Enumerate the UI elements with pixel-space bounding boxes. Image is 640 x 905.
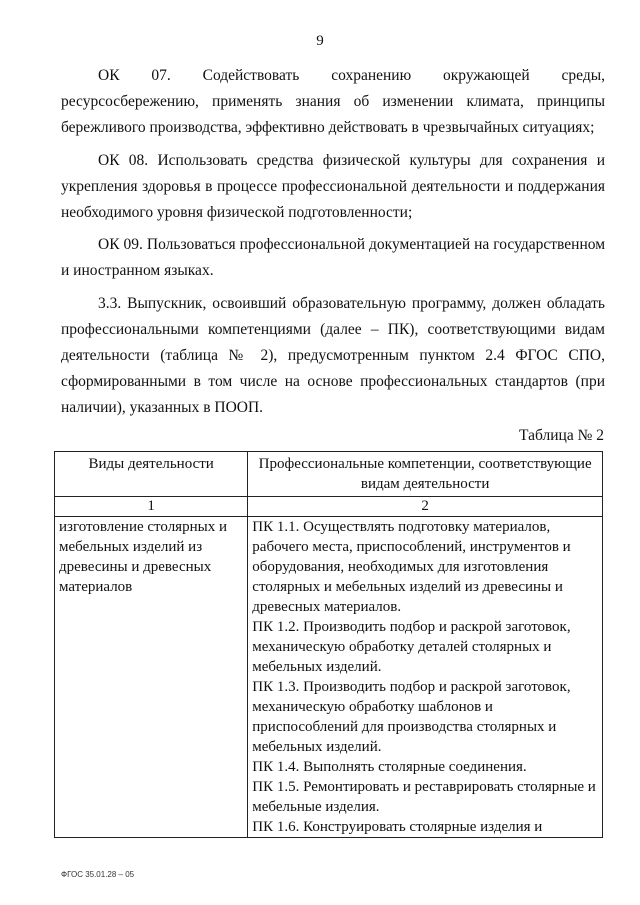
column-number-1: 1: [55, 497, 248, 517]
competencies-cell: [248, 517, 603, 838]
table-caption: Таблица № 2: [519, 427, 604, 444]
competency-pk-1-4: ПК 1.4. Выполнять столярные соединения.: [252, 759, 527, 775]
competency-pk-1-6: ПК 1.6. Конструировать столярные изделия и: [252, 819, 543, 835]
paragraph-3-3: 3.3. Выпускник, освоивший образовательную программу, должен обладать профессиональными компетенциями (далее – ПК), соответствующими видам деятельности (таблица № 2), предусмотренным пунктом 2.4 ФГОС СПО, сформированными в том числе на основе профессиональных стандартов (при наличии), указанных в ПООП.: [61, 294, 605, 417]
column-number-2: 2: [248, 497, 603, 517]
header-activity-types: Виды деятельности: [55, 452, 248, 497]
competency-pk-1-1: ПК 1.1. Осуществлять подготовку материалов, рабочего места, приспособлений, инструментов и оборудования, необходимых для изготовления столярных и мебельных изделий из древесины и древесных материалов.: [252, 519, 571, 615]
competency-pk-1-5: ПК 1.5. Ремонтировать и реставрировать столярные и мебельные изделия.: [252, 779, 596, 815]
competency-pk-1-3: ПК 1.3. Производить подбор и раскрой заготовок, механическую обработку шаблонов и приспособлений для производства столярных и мебельных изделий.: [252, 679, 571, 755]
document-code-footer: ФГОС 35.01.28 – 05: [61, 870, 135, 879]
paragraph-ok-07: ОК 07. Содействовать сохранению окружающей среды, ресурсосбережению, применять знания об изменении климата, принципы бережливого производства, эффективно действовать в чрезвычайных ситуациях;: [61, 67, 605, 137]
page-number: 9: [316, 33, 324, 49]
competency-pk-1-2: ПК 1.2. Производить подбор и раскрой заготовок, механическую обработку деталей столярных и мебельных изделий.: [252, 619, 571, 675]
competencies-table: [54, 451, 603, 838]
paragraph-ok-09: ОК 09. Пользоваться профессиональной документацией на государственном и иностранном языках.: [61, 236, 605, 280]
activity-cell: изготовление столярных и мебельных изделий из древесины и древесных материалов: [55, 517, 248, 838]
column-number-row: [55, 497, 603, 517]
header-professional-competencies: Профессиональные компетенции, соответствующие видам деятельности: [248, 452, 603, 497]
table-row: [55, 517, 603, 838]
table-header-row: [55, 452, 603, 497]
paragraph-ok-08: ОК 08. Использовать средства физической культуры для сохранения и укрепления здоровья в процессе профессиональной деятельности и поддержания необходимого уровня физической подготовленности;: [61, 151, 605, 222]
document-body: [61, 63, 605, 422]
